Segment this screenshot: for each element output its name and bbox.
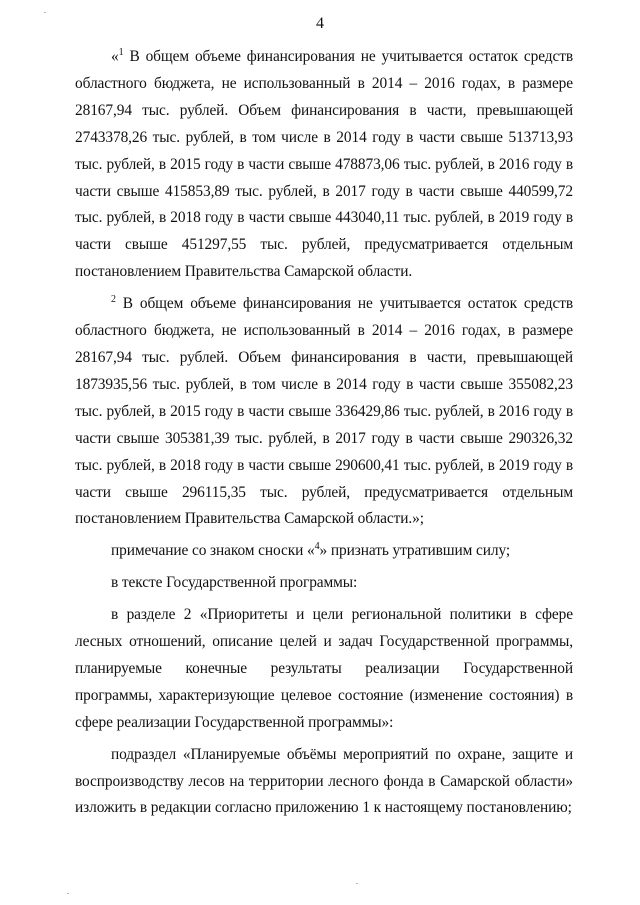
amendment-paragraph [75,602,573,737]
paragraph-text: « [111,48,119,65]
scan-speck [67,893,69,894]
amendment-paragraph [75,538,573,565]
paragraph-text: » признать утратившим силу; [319,542,511,560]
footnote-paragraph [75,44,573,286]
document-body [75,44,573,827]
footnote-marker: 4 [314,541,320,553]
paragraph-text: примечание со знаком сноски « [111,542,315,560]
paragraph-text: в разделе 2 «Приоритеты и цели региональной политики в сфере лесных отношений, описание целей и задач Государственной программы, планируемые конечные результаты реализации Государственной программы, характеризующие целевое состояние (изменение состояния) в сфере реализации Государственной программы»: [75,606,573,731]
page-number: 4 [316,15,324,32]
footnote-paragraph [75,291,573,533]
paragraph-text: В общем объеме финансирования не учитывается остаток средств областного бюджета, не использованный в 2014 – 2016 годах, в размере 28167,94 тыс. рублей. Объем финансирования в части, превышающей 2743378,26 тыс. рублей, в том числе в 2014 году в части свыше 513713,93 тыс. рублей, в 2015 году в части свыше 478873,06 тыс. рублей, в 2016 году в части свыше 415853,89 тыс. рублей, в 2017 году в части свыше 440599,72 тыс. рублей, в 2018 году в части свыше 443040,11 тыс. рублей, в 2019 году в части свыше 451297,55 тыс. рублей, предусматривается отдельным постановлением Правительства Самарской области. [75,48,573,281]
amendment-paragraph [75,742,573,823]
amendment-paragraph [75,570,573,597]
paragraph-text: в тексте Государственной программы: [111,574,358,592]
footnote-marker: 1 [118,47,124,58]
paragraph-text: подраздел «Планируемые объёмы мероприятий по охране, защите и воспроизводству лесов на территории лесного фонда в Самарской области» изложить в редакции согласно приложению 1 к настоящему постановлению; [75,745,573,817]
scan-speck [44,12,46,13]
footnote-marker: 2 [111,294,116,306]
scan-speck [356,883,358,884]
paragraph-text: В общем объеме финансирования не учитывается остаток средств областного бюджета, не использованный в 2014 – 2016 годах, в размере 28167,94 тыс. рублей. Объем финансирования в части, превышающей 1873935,56 тыс. рублей, в том числе в 2014 году в части свыше 355082,23 тыс. рублей, в 2015 году в части свыше 336429,86 тыс. рублей, в 2016 году в части свыше 305381,39 тыс. рублей, в 2017 году в части свыше 290326,32 тыс. рублей, в 2018 году в части свыше 290600,41 тыс. рублей, в 2019 году в части свыше 296115,35 тыс. рублей, предусматривается отдельным постановлением Правительства Самарской области.»; [75,295,573,528]
